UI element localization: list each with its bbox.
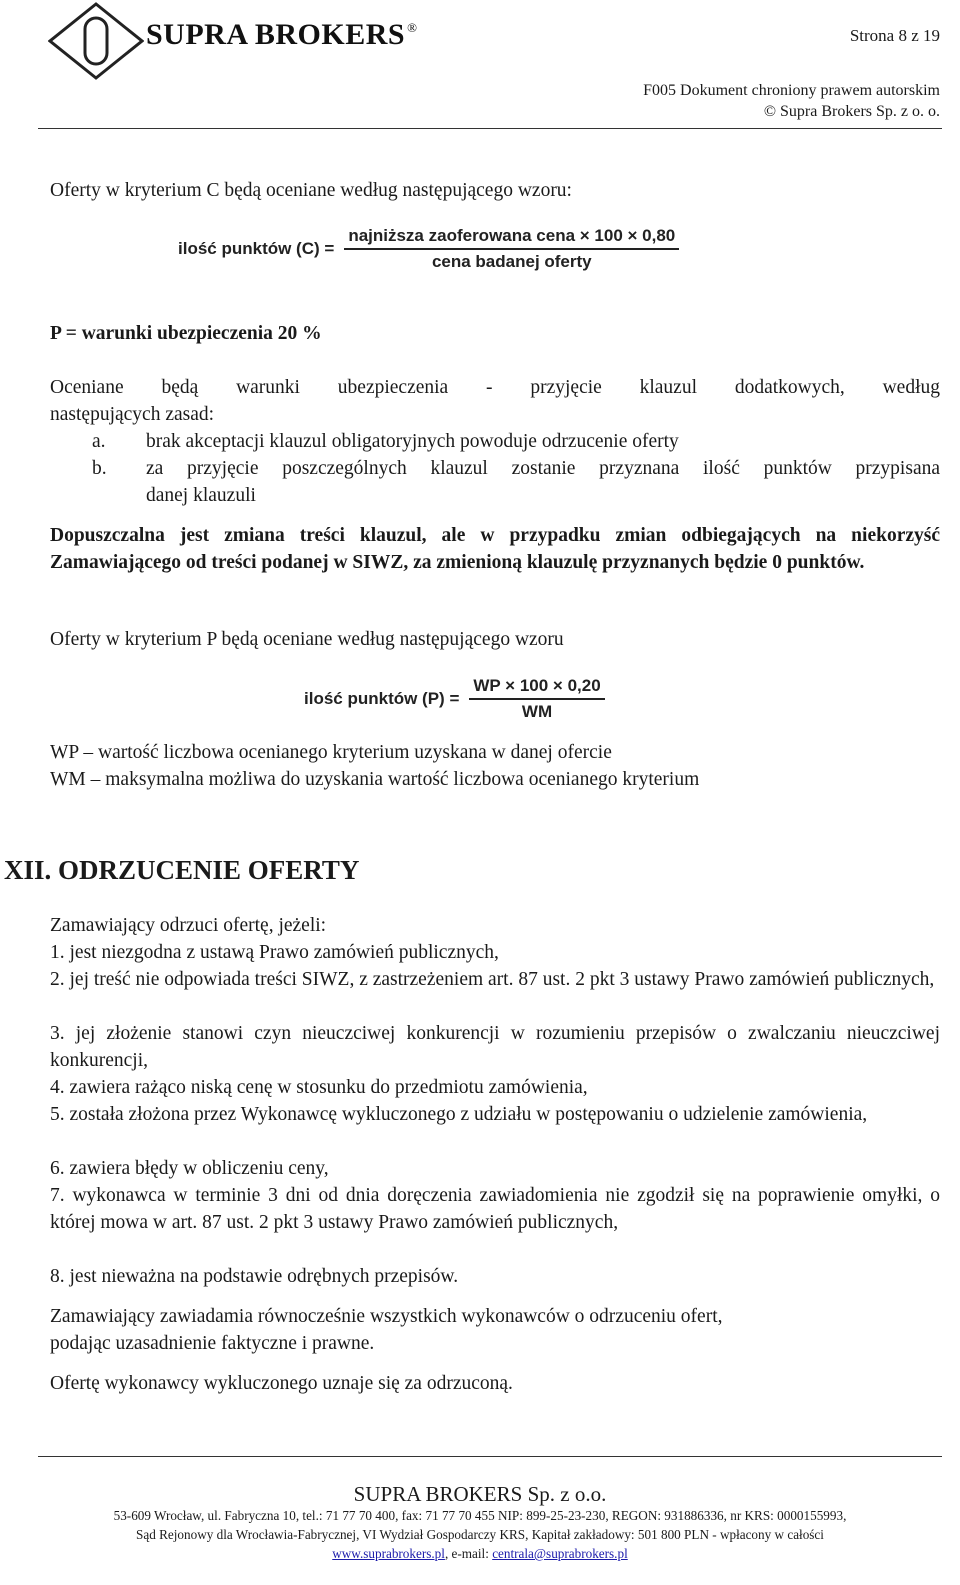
footer-company: SUPRA BROKERS Sp. z o.o. bbox=[353, 1482, 607, 1506]
rejection-intro: Zamawiający odrzuci ofertę, jeżeli: bbox=[50, 915, 327, 936]
notification-line2: podając uzasadnienie faktyczne i prawne. bbox=[50, 1333, 375, 1354]
excluded-contractor-note: Ofertę wykonawcy wykluczonego uznaje się za odrzuconą. bbox=[50, 1373, 513, 1394]
brand-name: SUPRA BROKERS ® bbox=[146, 18, 418, 51]
formula-c-fraction bbox=[344, 226, 679, 272]
website-link[interactable]: www.suprabrokers.pl bbox=[332, 1546, 445, 1561]
email-link[interactable]: centrala@suprabrokers.pl bbox=[492, 1546, 628, 1561]
rule-b-marker: b. bbox=[92, 458, 107, 479]
formula-p bbox=[304, 676, 605, 722]
criterion-p-intro-line1: Oceniane będą warunki ubezpieczenia - przyjęcie klauzul dodatkowych, według bbox=[50, 377, 940, 398]
rule-a-marker: a. bbox=[92, 431, 106, 452]
formula-c-denominator: cena badanej oferty bbox=[431, 252, 592, 271]
rejection-item-8: 8. jest nieważna na podstawie odrębnych przepisów. bbox=[50, 1266, 459, 1287]
criterion-c-intro: Oferty w kryterium C będą oceniane według następującego wzoru: bbox=[50, 180, 572, 201]
rejection-item-5: 5. została złożona przez Wykonawcę wykluczonego z udziału w postępowaniu o udzielenie zamówienia, bbox=[50, 1104, 868, 1125]
rule-b-text: za przyjęcie poszczególnych klauzul zostanie przyznana ilość punktów przypisana bbox=[146, 458, 940, 479]
section-xii-heading: XII. ODRZUCENIE OFERTY bbox=[4, 855, 360, 885]
formula-p-lhs: ilość punktów (P) = bbox=[304, 689, 460, 708]
footer-contact bbox=[0, 1546, 960, 1562]
formula-c-lhs: ilość punktów (C) = bbox=[178, 239, 335, 258]
email-label: , e-mail: bbox=[444, 1546, 493, 1561]
formula-c-numerator: najniższa zaoferowana cena × 100 × 0,80 bbox=[344, 226, 679, 250]
criterion-p-intro-line2: następujących zasad: bbox=[50, 404, 215, 425]
definition-wp: WP – wartość liczbowa ocenianego kryterium uzyskana w danej ofercie bbox=[50, 742, 612, 763]
document-notice: F005 Dokument chroniony prawem autorskim bbox=[643, 82, 940, 99]
footer-divider bbox=[38, 1456, 942, 1457]
company-logo bbox=[48, 2, 144, 80]
clause-change-note: Dopuszczalna jest zmiana treści klauzul, ale w przypadku zmian odbiegających na niekorzyść Zamawiającego od treści podanej w SIWZ, za zmienioną klauzulę przyznanych będzie 0 punktów. bbox=[50, 525, 940, 573]
criterion-p-intro2: Oferty w kryterium P będą oceniane według następującego wzoru bbox=[50, 629, 564, 650]
page-number: Strona 8 z 19 bbox=[849, 26, 940, 45]
formula-c bbox=[178, 226, 679, 272]
notification-line1: Zamawiający zawiadamia równocześnie wszystkich wykonawców o odrzuceniu ofert, bbox=[50, 1306, 723, 1327]
rejection-item-1: 1. jest niezgodna z ustawą Prawo zamówień publicznych, bbox=[50, 942, 499, 963]
copyright-notice: © Supra Brokers Sp. z o. o. bbox=[763, 103, 940, 120]
registered-mark: ® bbox=[407, 20, 418, 35]
rule-b-text-cont: danej klauzuli bbox=[146, 485, 256, 506]
rejection-item-2: 2. jej treść nie odpowiada treści SIWZ, z zastrzeżeniem art. 87 ust. 2 pkt 3 ustawy Prawo zamówień publicznych, bbox=[50, 969, 935, 990]
rejection-item-7: 7. wykonawca w terminie 3 dni od dnia doręczenia zawiadomienia nie zgodził się na poprawienie omyłki, o której mowa w art. 87 ust. 2 pkt 3 ustawy Prawo zamówień publicznych, bbox=[50, 1185, 940, 1233]
rejection-item-4: 4. zawiera rażąco niską cenę w stosunku do przedmiotu zamówienia, bbox=[50, 1077, 588, 1098]
formula-p-denominator: WM bbox=[521, 702, 553, 721]
rejection-item-6: 6. zawiera błędy w obliczeniu ceny, bbox=[50, 1158, 329, 1179]
rejection-item-3: 3. jej złożenie stanowi czyn nieuczciwej konkurencji w rozumieniu przepisów o zwalczaniu nieuczciwej konkurencji, bbox=[50, 1023, 940, 1071]
footer-court: Sąd Rejonowy dla Wrocławia-Fabrycznej, VI Wydział Gospodarczy KRS, Kapitał zakładowy: 501 800 PLN - wpłacony w całości bbox=[136, 1527, 824, 1542]
criterion-p-heading: P = warunki ubezpieczenia 20 % bbox=[50, 323, 322, 344]
rule-a-text: brak akceptacji klauzul obligatoryjnych powoduje odrzucenie oferty bbox=[146, 431, 679, 452]
formula-p-fraction bbox=[469, 676, 604, 722]
footer-address: 53-609 Wrocław, ul. Fabryczna 10, tel.: 71 77 70 400, fax: 71 77 70 455 NIP: 899-25-23-230, REGON: 931886336, nr KRS: 0000155993, bbox=[113, 1508, 847, 1523]
definition-wm: WM – maksymalna możliwa do uzyskania wartość liczbowa ocenianego kryterium bbox=[50, 769, 700, 790]
header-divider bbox=[38, 128, 942, 129]
formula-p-numerator: WP × 100 × 0,20 bbox=[469, 676, 604, 700]
